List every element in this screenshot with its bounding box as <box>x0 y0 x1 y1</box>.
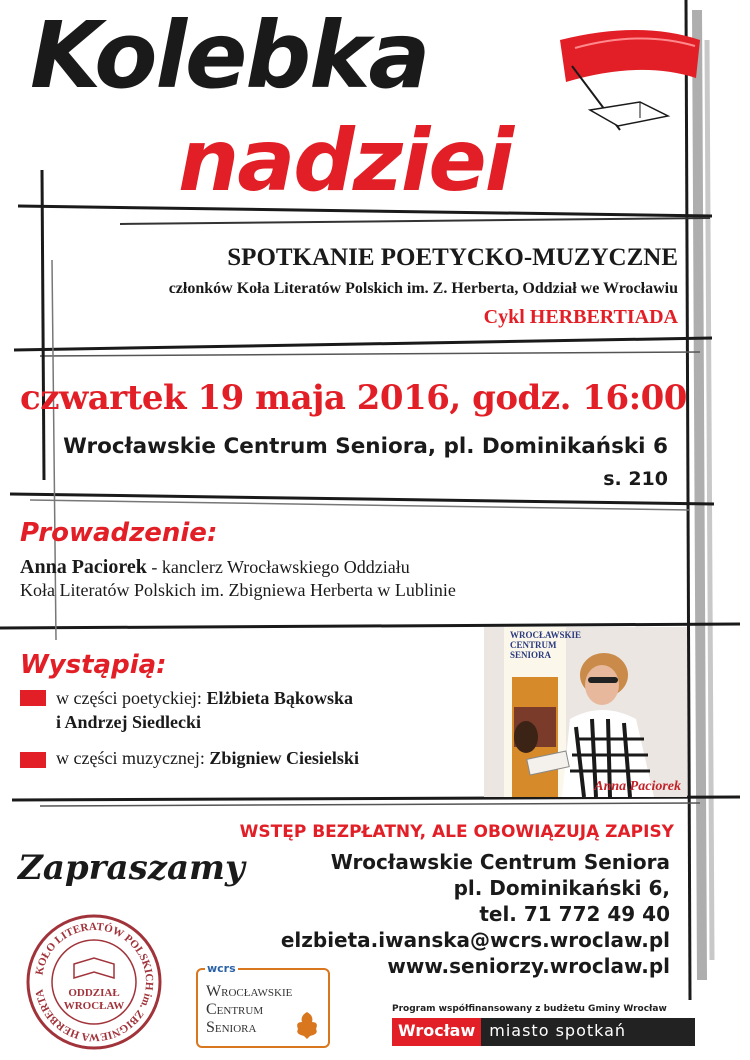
oak-leaf-icon <box>292 1010 322 1040</box>
event-type: SPOTKANIE POETYCKO-MUZYCZNE <box>227 244 678 271</box>
musical-performers <box>56 748 359 769</box>
org-name: Wrocławskie Centrum Seniora <box>330 850 670 874</box>
event-room: s. 210 <box>603 468 668 490</box>
event-organizers: członków Koła Literatów Polskich im. Z. Herberta, Oddział we Wrocławiu <box>168 280 678 297</box>
hosting-heading: Prowadzenie: <box>20 518 218 548</box>
poetic-names-2: i Andrzej Siedlecki <box>56 712 201 732</box>
banner-text-3: SENIORA <box>510 649 552 660</box>
admission-note: WSTĘP BEZPŁATNY, ALE OBOWIĄZUJĄ ZAPISY <box>239 822 674 842</box>
host-role: - kanclerz Wrocławskiego Oddziału <box>146 557 410 577</box>
wcrs-logo-line-3: Seniora <box>206 1019 257 1036</box>
banner-text-2: CENTRUM <box>510 639 557 650</box>
poetic-performers <box>56 688 353 709</box>
host-line <box>20 556 410 579</box>
wcrs-logo-line-2: Centrum <box>206 1001 264 1018</box>
wroclaw-brand-black: miasto spotkań <box>481 1018 695 1046</box>
performers-heading: Wystąpią: <box>20 650 167 680</box>
banner-text <box>510 631 581 661</box>
org-email[interactable]: elzbieta.iwanska@wcrs.wroclaw.pl <box>280 928 670 952</box>
wcrs-logo-line-1: Wrocławskie <box>206 983 293 1000</box>
poetic-performers-2 <box>56 712 201 733</box>
org-address: pl. Dominikański 6, <box>453 876 670 900</box>
bullet-icon <box>20 752 46 768</box>
poetic-prefix: w części poetyckiej: <box>56 688 207 708</box>
bullet-icon <box>20 690 46 706</box>
invite-text: Zapraszamy <box>18 848 245 888</box>
wcrs-logo <box>196 968 330 1048</box>
club-stamp <box>24 912 164 1052</box>
host-photo <box>484 627 687 797</box>
wroclaw-brand-red: Wrocław <box>392 1018 481 1046</box>
photo-caption: Anna Paciorek <box>594 779 681 794</box>
title-line-1: Kolebka <box>30 2 429 109</box>
poetic-names-1: Elżbieta Bąkowska <box>206 688 353 708</box>
event-venue: Wrocławskie Centrum Seniora, pl. Dominikański 6 <box>63 434 668 459</box>
stamp-center-2: WROCŁAW <box>63 1000 125 1012</box>
musical-names: Zbigniew Ciesielski <box>209 748 359 768</box>
musical-prefix: w części muzycznej: <box>56 748 210 768</box>
host-name: Anna Paciorek <box>20 556 147 578</box>
event-datetime: czwartek 19 maja 2016, godz. 16:00 <box>20 378 687 418</box>
host-org: Koła Literatów Polskich im. Zbigniewa Herberta w Lublinie <box>20 580 456 600</box>
wcrs-mini-logo: wcrs <box>207 962 236 975</box>
title-line-2: nadziei <box>178 111 513 211</box>
org-phone: tel. 71 772 49 40 <box>479 902 670 926</box>
stamp-center-1: ODDZIAŁ <box>68 987 120 999</box>
wroclaw-brand <box>392 1018 695 1046</box>
org-website[interactable]: www.seniorzy.wroclaw.pl <box>387 954 670 978</box>
funding-note: Program współfinansowany z budżetu Gminy Wrocław <box>392 1004 667 1014</box>
stamp-ring-text: KOŁO LITERATÓW POLSKICH im. ZBIGNIEWA HERBERTA <box>33 920 156 1044</box>
event-cycle: Cykl HERBERTIADA <box>483 306 678 328</box>
banner-text-1: WROCŁAWSKIE <box>510 630 582 640</box>
